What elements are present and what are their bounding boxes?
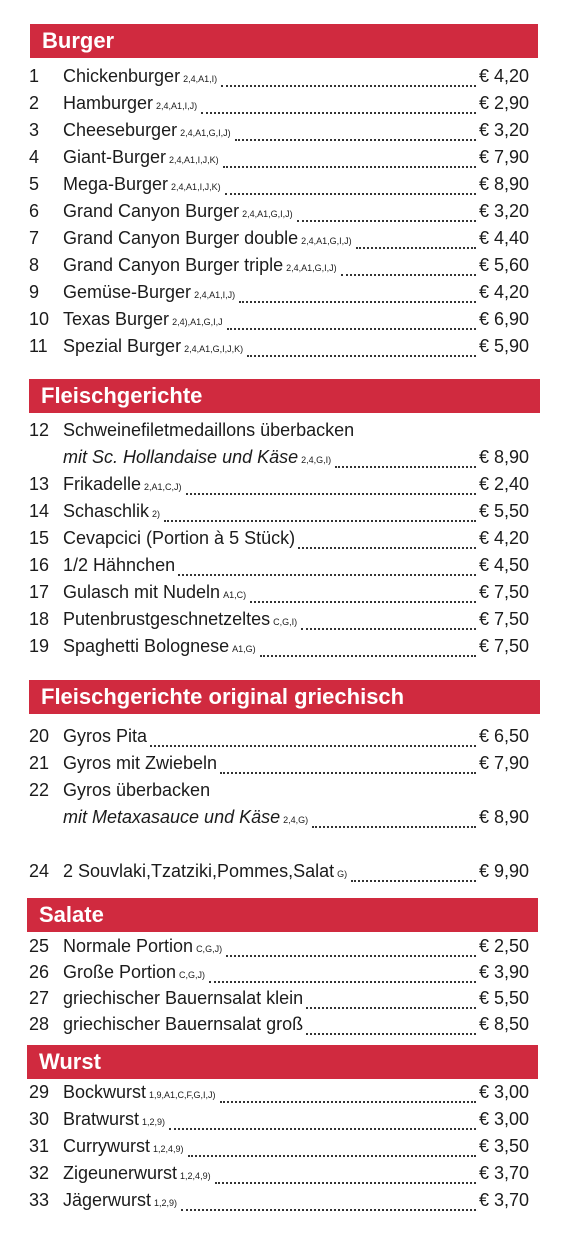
- item-number: 16: [29, 555, 50, 575]
- section-header-burger: Burger: [30, 24, 538, 58]
- item-number: 6: [29, 201, 40, 221]
- section-header-griechisch: Fleischgerichte original griechisch: [29, 680, 540, 714]
- allergen-codes: C,G,I): [273, 617, 298, 627]
- allergen-codes: 2,4,A1,I): [183, 74, 218, 84]
- item-number: 10: [29, 309, 50, 329]
- dot-leader: [188, 1155, 476, 1157]
- item-number: 15: [29, 528, 50, 548]
- item-name: Giant-Burger: [63, 147, 167, 167]
- item-number: 21: [29, 753, 50, 773]
- allergen-codes: 1,2,4,9): [153, 1144, 184, 1154]
- dot-leader: [186, 493, 476, 495]
- dot-leader: [297, 220, 476, 222]
- dot-leader: [227, 328, 476, 330]
- item-number: 19: [29, 636, 50, 656]
- item-price: € 6,50: [478, 726, 529, 746]
- dot-leader: [150, 745, 476, 747]
- allergen-codes: 2,4),A1,G,I,J: [172, 317, 223, 327]
- item-price: € 8,50: [478, 1014, 529, 1034]
- dot-leader: [178, 574, 476, 576]
- item-price: € 2,90: [478, 93, 529, 113]
- allergen-codes: 2,4,A1,I,J,K): [169, 155, 219, 165]
- item-price: € 6,90: [478, 309, 529, 329]
- menu-item: [29, 336, 529, 363]
- item-price: € 8,90: [478, 807, 529, 827]
- menu-item: [29, 1190, 529, 1217]
- item-price: € 7,50: [478, 609, 529, 629]
- menu-item: [29, 582, 529, 609]
- item-number: 8: [29, 255, 40, 275]
- allergen-codes: 2,4,A1,I,J,K): [171, 182, 221, 192]
- menu-item: [29, 147, 529, 174]
- item-name: Spaghetti Bolognese: [63, 636, 230, 656]
- dot-leader: [239, 301, 476, 303]
- item-number: 20: [29, 726, 50, 746]
- item-name: Grand Canyon Burger: [63, 201, 240, 221]
- dot-leader: [226, 955, 476, 957]
- menu-item: [29, 1082, 529, 1109]
- allergen-codes: 2,4,G,I): [301, 455, 332, 465]
- menu-item: [29, 120, 529, 147]
- item-number: 26: [29, 962, 50, 982]
- item-number: 7: [29, 228, 40, 248]
- item-name: Chickenburger: [63, 66, 181, 86]
- item-name: Mega-Burger: [63, 174, 169, 194]
- item-name: 2 Souvlaki,Tzatziki,Pommes,Salat: [63, 861, 335, 881]
- dot-leader: [215, 1182, 476, 1184]
- item-number: 2: [29, 93, 40, 113]
- item-price: € 3,70: [478, 1163, 529, 1183]
- allergen-codes: 2,4,A1,G,I,J): [180, 128, 231, 138]
- menu-item: [29, 282, 529, 309]
- item-name: Cheeseburger: [63, 120, 178, 140]
- item-name: Bockwurst: [63, 1082, 147, 1102]
- dot-leader: [250, 601, 476, 603]
- item-description: mit Metaxasauce und Käse: [63, 807, 281, 827]
- item-name: Schweinefiletmedaillons überbacken: [63, 420, 355, 440]
- menu-item: [29, 555, 529, 582]
- item-price: € 4,50: [478, 555, 529, 575]
- item-price: € 8,90: [478, 174, 529, 194]
- menu-item: [29, 309, 529, 336]
- menu-item: [29, 174, 529, 201]
- menu-item: [29, 1014, 529, 1041]
- item-price: € 7,50: [478, 636, 529, 656]
- allergen-codes: 2,4,A1,G,I,J): [301, 236, 352, 246]
- section-header-salate: Salate: [27, 898, 538, 932]
- allergen-codes: A1,G): [232, 644, 256, 654]
- dot-leader: [223, 166, 476, 168]
- item-price: € 3,90: [478, 962, 529, 982]
- item-name: Texas Burger: [63, 309, 170, 329]
- allergen-codes: 2,4,A1,G,I,J): [286, 263, 337, 273]
- item-price: € 2,50: [478, 936, 529, 956]
- item-number: 24: [29, 861, 50, 881]
- item-number: 3: [29, 120, 40, 140]
- item-name: Große Portion: [63, 962, 177, 982]
- allergen-codes: 2,4,G): [283, 815, 309, 825]
- menu-item: [29, 1136, 529, 1163]
- menu-item: [29, 1109, 529, 1136]
- item-name: Zigeunerwurst: [63, 1163, 178, 1183]
- dot-leader: [312, 826, 476, 828]
- item-number: 32: [29, 1163, 50, 1183]
- dot-leader: [306, 1033, 476, 1035]
- item-name: Schaschlik: [63, 501, 150, 521]
- item-name: 1/2 Hähnchen: [63, 555, 176, 575]
- item-name: Frikadelle: [63, 474, 142, 494]
- menu-item: [29, 66, 529, 93]
- item-number: 22: [29, 780, 50, 800]
- dot-leader: [220, 1101, 476, 1103]
- item-price: € 5,50: [478, 988, 529, 1008]
- item-price: € 7,90: [478, 147, 529, 167]
- item-price: € 8,90: [478, 447, 529, 467]
- dot-leader: [169, 1128, 476, 1130]
- item-price: € 4,40: [478, 228, 529, 248]
- dot-leader: [221, 85, 476, 87]
- item-price: € 3,20: [478, 201, 529, 221]
- item-name: Gyros überbacken: [63, 780, 211, 800]
- allergen-codes: C,G,J): [196, 944, 223, 954]
- item-price: € 7,90: [478, 753, 529, 773]
- menu-item: [29, 609, 529, 636]
- menu-item: [29, 228, 529, 255]
- item-name: Putenbrustgeschnetzeltes: [63, 609, 271, 629]
- menu-item: [29, 528, 529, 555]
- item-name: Gyros mit Zwiebeln: [63, 753, 218, 773]
- item-name: Gulasch mit Nudeln: [63, 582, 221, 602]
- section-header-wurst: Wurst: [27, 1045, 538, 1079]
- dot-leader: [181, 1209, 476, 1211]
- item-price: € 5,90: [478, 336, 529, 356]
- dot-leader: [220, 772, 476, 774]
- item-number: 4: [29, 147, 40, 167]
- dot-leader: [351, 880, 476, 882]
- item-price: € 3,70: [478, 1190, 529, 1210]
- item-price: € 2,40: [478, 474, 529, 494]
- item-name: Currywurst: [63, 1136, 151, 1156]
- item-number: 28: [29, 1014, 50, 1034]
- item-number: 12: [29, 420, 50, 440]
- allergen-codes: 2,4,A1,I,J): [156, 101, 198, 111]
- item-number: 11: [29, 336, 48, 356]
- item-number: 5: [29, 174, 40, 194]
- item-price: € 4,20: [478, 66, 529, 86]
- item-number: 31: [29, 1136, 50, 1156]
- item-number: 25: [29, 936, 50, 956]
- item-name: Grand Canyon Burger triple: [63, 255, 284, 275]
- dot-leader: [335, 466, 476, 468]
- item-price: € 7,50: [478, 582, 529, 602]
- menu-item: [29, 962, 529, 989]
- allergen-codes: 2,A1,C,J): [144, 482, 182, 492]
- item-name: Gemüse-Burger: [63, 282, 192, 302]
- item-name: Bratwurst: [63, 1109, 140, 1129]
- item-name: Cevapcici (Portion à 5 Stück): [63, 528, 296, 548]
- menu-item: [29, 861, 529, 888]
- item-name: griechischer Bauernsalat klein: [63, 988, 304, 1008]
- item-number: 14: [29, 501, 50, 521]
- allergen-codes: A1,C): [223, 590, 247, 600]
- menu-item: [29, 255, 529, 282]
- dot-leader: [201, 112, 476, 114]
- menu-item: [29, 636, 529, 663]
- menu-item: [29, 93, 529, 120]
- item-description: mit Sc. Hollandaise und Käse: [63, 447, 299, 467]
- menu-item: [29, 726, 529, 753]
- item-price: € 5,60: [478, 255, 529, 275]
- dot-leader: [306, 1007, 476, 1009]
- item-price: € 3,20: [478, 120, 529, 140]
- allergen-codes: 2): [152, 509, 161, 519]
- item-name: Jägerwurst: [63, 1190, 152, 1210]
- item-number: 33: [29, 1190, 50, 1210]
- dot-leader: [164, 520, 476, 522]
- allergen-codes: 1,9,A1,C,F,G,I,J): [149, 1090, 216, 1100]
- item-number: 1: [29, 66, 40, 86]
- allergen-codes: 1,2,4,9): [180, 1171, 211, 1181]
- item-number: 18: [29, 609, 50, 629]
- item-price: € 3,50: [478, 1136, 529, 1156]
- item-number: 13: [29, 474, 50, 494]
- allergen-codes: G): [337, 869, 348, 879]
- menu-item: [29, 936, 529, 963]
- item-name: Grand Canyon Burger double: [63, 228, 299, 248]
- item-number: 9: [29, 282, 40, 302]
- allergen-codes: 1,2,9): [142, 1117, 166, 1127]
- dot-leader: [301, 628, 476, 630]
- menu-item: [29, 474, 529, 501]
- item-number: 27: [29, 988, 50, 1008]
- item-name: griechischer Bauernsalat groß: [63, 1014, 304, 1034]
- dot-leader: [235, 139, 476, 141]
- dot-leader: [298, 547, 476, 549]
- dot-leader: [209, 981, 476, 983]
- allergen-codes: 2,4,A1,G,I,J,K): [184, 344, 244, 354]
- menu-item-subline: [29, 807, 529, 834]
- allergen-codes: C,G,J): [179, 970, 206, 980]
- item-name: Normale Portion: [63, 936, 194, 956]
- menu-item: [29, 988, 529, 1015]
- item-price: € 4,20: [478, 282, 529, 302]
- item-price: € 3,00: [478, 1082, 529, 1102]
- item-price: € 3,00: [478, 1109, 529, 1129]
- section-header-fleischgerichte: Fleischgerichte: [29, 379, 540, 413]
- dot-leader: [225, 193, 476, 195]
- item-number: 29: [29, 1082, 50, 1102]
- menu-item-subline: [29, 447, 529, 474]
- dot-leader: [356, 247, 476, 249]
- item-name: Spezial Burger: [63, 336, 182, 356]
- menu-item: [29, 420, 529, 447]
- item-price: € 9,90: [478, 861, 529, 881]
- item-name: Gyros Pita: [63, 726, 148, 746]
- dot-leader: [341, 274, 476, 276]
- item-name: Hamburger: [63, 93, 154, 113]
- allergen-codes: 2,4,A1,I,J): [194, 290, 236, 300]
- menu-item: [29, 780, 529, 807]
- dot-leader: [247, 355, 476, 357]
- item-number: 30: [29, 1109, 50, 1129]
- item-price: € 4,20: [478, 528, 529, 548]
- menu-item: [29, 1163, 529, 1190]
- menu-item: [29, 753, 529, 780]
- dot-leader: [260, 655, 476, 657]
- item-number: 17: [29, 582, 50, 602]
- allergen-codes: 1,2,9): [154, 1198, 178, 1208]
- allergen-codes: 2,4,A1,G,I,J): [242, 209, 293, 219]
- menu-item: [29, 201, 529, 228]
- menu-item: [29, 501, 529, 528]
- item-price: € 5,50: [478, 501, 529, 521]
